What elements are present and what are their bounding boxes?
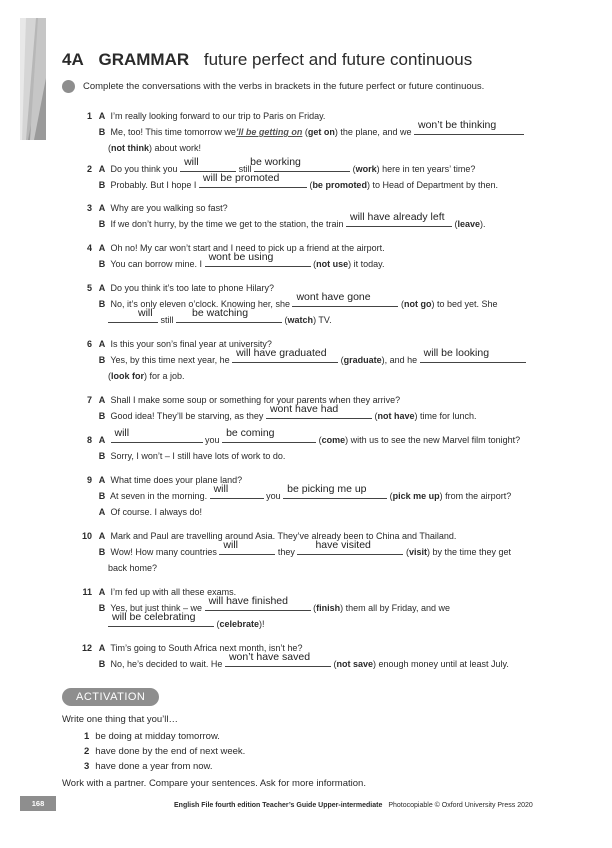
question-number: 1 <box>86 111 92 121</box>
instruction-text: Complete the conversations with the verbs in brackets in the future perfect or future continuous. <box>83 81 485 92</box>
dialogue-line <box>82 240 552 256</box>
dialogue-line <box>82 211 552 232</box>
question-5 <box>82 280 552 328</box>
instruction <box>62 80 484 93</box>
verb-prompt: finish <box>316 603 341 613</box>
dialogue-text: ( <box>309 180 313 190</box>
speaker-label: A <box>98 475 106 485</box>
answer-blank[interactable] <box>219 539 275 555</box>
dialogue-text: ) them all by Friday, and we <box>340 603 450 613</box>
dialogue-text: Shall I make some soup or something for your parents when they arrive? <box>110 395 401 405</box>
handwritten-answer: will be celebrating <box>112 611 196 623</box>
handwritten-answer: will have finished <box>208 595 288 607</box>
dialogue-text: If we don’t hurry, by the time we get to the station, the train <box>110 219 344 229</box>
dialogue-text: Mark and Paul are travelling around Asia. They’ve already been to China and Thailand. <box>110 531 457 541</box>
dialogue-text: )! <box>259 619 265 629</box>
dialogue-text: ) time for lunch. <box>414 411 477 421</box>
question-3 <box>82 200 552 232</box>
dialogue-line <box>82 403 552 424</box>
activation-outro: Work with a partner. Compare your sentences. Ask for more information. <box>62 778 366 789</box>
verb-prompt: pick me up <box>392 491 440 501</box>
dialogue-text: ( <box>313 603 317 613</box>
dialogue-text: ( <box>108 371 111 381</box>
verb-prompt: get on <box>307 127 335 137</box>
section-word: GRAMMAR <box>98 50 190 69</box>
answer-blank[interactable] <box>205 251 311 267</box>
answer-blank[interactable] <box>266 403 372 419</box>
handwritten-answer: won’t have saved <box>228 651 311 663</box>
answer-blank[interactable] <box>297 539 403 555</box>
footer-text <box>174 802 533 809</box>
question-4 <box>82 240 552 272</box>
dialogue-text: No, he’s decided to wait. He <box>110 659 223 669</box>
speaker-label: B <box>98 603 106 613</box>
answer-blank[interactable] <box>283 483 387 499</box>
question-2 <box>82 156 552 193</box>
speaker-label: A <box>98 507 106 517</box>
handwritten-answer: be watching <box>192 307 249 319</box>
dialogue-line <box>82 156 552 177</box>
speaker-label: A <box>98 339 106 349</box>
speaker-label: B <box>98 547 106 557</box>
speaker-label: B <box>98 355 106 365</box>
dialogue-text: still <box>238 164 252 174</box>
unit-code: 4A <box>62 50 84 69</box>
speaker-label: A <box>98 395 106 405</box>
dialogue-text: ) to bed yet. She <box>431 299 498 309</box>
dialogue-text: Tim’s going to South Africa next month, isn’t he? <box>110 643 303 653</box>
speaker-label: A <box>98 587 106 597</box>
dialogue-text: you <box>205 435 220 445</box>
question-number: 11 <box>82 587 92 597</box>
dialogue-text: Oh no! My car won’t start and I need to pick up a friend at the airport. <box>110 243 385 253</box>
dialogue-text: Of course. I always do! <box>110 507 203 517</box>
dialogue-text: ( <box>340 355 344 365</box>
activation-label: ACTIVATION <box>62 688 159 706</box>
dialogue-text: 1 <box>84 731 90 742</box>
dialogue-text: ) by the time they get <box>426 547 512 557</box>
example-answer: ’ll be getting on <box>235 127 303 137</box>
dialogue-text: ) for a job. <box>144 371 185 381</box>
handwritten-answer: won’t be thinking <box>417 119 497 131</box>
dialogue-text: ( <box>108 143 111 153</box>
question-8 <box>82 427 552 464</box>
verb-prompt: graduate <box>343 355 382 365</box>
question-12 <box>82 640 552 672</box>
dialogue-text: Yes, by this time next year, he <box>110 355 230 365</box>
activation-item-2 <box>84 746 245 757</box>
answer-blank[interactable] <box>199 172 307 188</box>
dialogue-text: ( <box>389 491 393 501</box>
dialogue-text: Me, too! This time tomorrow we <box>110 127 236 137</box>
verb-prompt: come <box>321 435 346 445</box>
dialogue-text: ) enough money until at least July. <box>372 659 509 669</box>
activation-item-3 <box>84 761 213 772</box>
answer-blank[interactable] <box>210 483 264 499</box>
answer-blank[interactable] <box>232 347 338 363</box>
dialogue-text: ( <box>405 547 409 557</box>
dialogue-text: Yes, but just think – we <box>110 603 203 613</box>
speaker-label: B <box>98 491 106 501</box>
question-number: 7 <box>86 395 92 405</box>
speaker-label: A <box>98 243 106 253</box>
dialogue-text: ( <box>400 299 404 309</box>
dialogue-text: Why are you walking so fast? <box>110 203 228 213</box>
dialogue-text: Do you think you <box>110 164 178 174</box>
verb-prompt: look for <box>111 371 144 381</box>
handwritten-answer: be picking me up <box>287 483 367 495</box>
dialogue-line <box>82 584 552 600</box>
speaker-label: B <box>98 299 106 309</box>
dialogue-line <box>82 368 552 384</box>
handwritten-answer: will have already left <box>350 211 445 223</box>
dialogue-line <box>82 448 552 464</box>
bullet-icon <box>62 80 75 93</box>
speaker-label: A <box>98 435 106 445</box>
speaker-label: A <box>98 531 106 541</box>
dialogue-text: ( <box>304 127 308 137</box>
answer-blank[interactable] <box>414 119 524 135</box>
speaker-label: B <box>98 127 106 137</box>
question-number: 5 <box>86 283 92 293</box>
answer-blank[interactable] <box>108 611 214 627</box>
handwritten-answer: wont have gone <box>296 291 371 303</box>
dialogue-text: ), and he <box>381 355 418 365</box>
question-number: 3 <box>86 203 92 213</box>
handwritten-answer: be working <box>250 156 301 168</box>
answer-blank[interactable] <box>108 307 158 323</box>
copyright: Photocopiable © Oxford University Press 2020 <box>388 802 533 809</box>
dialogue-text: Wow! How many countries <box>110 547 217 557</box>
verb-prompt: not think <box>111 143 149 153</box>
handwritten-answer: will <box>184 156 199 168</box>
verb-prompt: leave <box>457 219 481 229</box>
question-number: 2 <box>86 164 92 174</box>
verb-prompt: watch <box>287 315 314 325</box>
dialogue-line <box>82 172 552 193</box>
dialogue-text: ( <box>284 315 288 325</box>
dialogue-text: you <box>266 491 281 501</box>
activation-intro: Write one thing that you’ll… <box>62 714 178 725</box>
answer-blank[interactable] <box>205 595 311 611</box>
dialogue-text: ( <box>318 435 322 445</box>
speaker-label: B <box>98 219 106 229</box>
verb-prompt: work <box>355 164 377 174</box>
dialogue-line <box>82 611 552 632</box>
dialogue-line <box>82 651 552 672</box>
verb-prompt: celebrate <box>219 619 260 629</box>
answer-blank[interactable] <box>222 427 316 443</box>
dialogue-text: ( <box>313 259 317 269</box>
dialogue-text: ) here in ten years’ time? <box>376 164 476 174</box>
answer-blank[interactable] <box>420 347 526 363</box>
dialogue-text: 2 <box>84 746 90 757</box>
dialogue-text: You can borrow mine. I <box>110 259 203 269</box>
question-number: 4 <box>86 243 92 253</box>
answer-blank[interactable] <box>111 427 203 443</box>
dialogue-text: ) the plane, and we <box>334 127 412 137</box>
handwritten-answer: have visited <box>315 539 371 551</box>
question-11 <box>82 584 552 632</box>
dialogue-text: What time does your plane land? <box>110 475 243 485</box>
question-number: 12 <box>82 643 93 653</box>
dialogue-line <box>82 640 552 656</box>
dialogue-text: No, it’s only eleven o’clock. Knowing her, she <box>110 299 290 309</box>
dialogue-text: Sorry, I won’t – I still have lots of work to do. <box>110 451 286 461</box>
speaker-label: B <box>98 451 106 461</box>
verb-prompt: visit <box>408 547 427 557</box>
dialogue-line <box>82 539 552 560</box>
dialogue-line <box>82 427 552 448</box>
verb-prompt: not save <box>336 659 373 669</box>
handwritten-answer: wont be using <box>208 251 274 263</box>
dialogue-text: ) TV. <box>313 315 332 325</box>
page-number: 168 <box>20 796 56 811</box>
dialogue-text: ) about work! <box>149 143 202 153</box>
handwritten-answer: will be promoted <box>202 172 280 184</box>
speaker-label: A <box>98 643 106 653</box>
dialogue-text: still <box>160 315 174 325</box>
dialogue-line <box>82 483 552 504</box>
dialogue-line <box>82 140 552 156</box>
dialogue-text: they <box>277 547 295 557</box>
dialogue-text: I’m fed up with all these exams. <box>110 587 237 597</box>
handwritten-answer: will be looking <box>423 347 490 359</box>
dialogue-text: ). <box>480 219 486 229</box>
book-title: English File fourth edition Teacher’s Guide Upper-intermediate <box>174 802 383 809</box>
dialogue-line <box>82 200 552 216</box>
question-6 <box>82 336 552 384</box>
header-banner-graphic <box>20 18 46 140</box>
handwritten-answer: be coming <box>226 427 275 439</box>
speaker-label: A <box>98 111 106 121</box>
verb-prompt: not have <box>377 411 415 421</box>
speaker-label: B <box>98 259 106 269</box>
dialogue-text: ) with us to see the new Marvel film tonight? <box>345 435 521 445</box>
dialogue-text: ) it today. <box>348 259 385 269</box>
dialogue-text: At seven in the morning. <box>110 491 208 501</box>
dialogue-text: ( <box>333 659 337 669</box>
dialogue-line <box>82 347 552 368</box>
dialogue-text: ( <box>216 619 220 629</box>
dialogue-text: ) to Head of Department by then. <box>366 180 499 190</box>
dialogue-text: 3 <box>84 761 90 772</box>
dialogue-line <box>82 307 552 328</box>
dialogue-text: Do you think it’s too late to phone Hilary? <box>110 283 274 293</box>
dialogue-line <box>82 119 552 140</box>
question-10 <box>82 528 552 576</box>
handwritten-answer: will <box>223 539 238 551</box>
question-number: 8 <box>86 435 92 445</box>
handwritten-answer: will have graduated <box>236 347 327 359</box>
question-9 <box>82 472 552 520</box>
question-7 <box>82 392 552 424</box>
dialogue-text: I’m really looking forward to our trip to Paris on Friday. <box>110 111 326 121</box>
handwritten-answer: will <box>138 307 153 319</box>
answer-blank[interactable] <box>292 291 398 307</box>
speaker-label: A <box>98 203 106 213</box>
verb-prompt: not use <box>316 259 349 269</box>
dialogue-text: have done by the end of next week. <box>95 746 246 757</box>
answer-blank[interactable] <box>176 307 282 323</box>
dialogue-text: be doing at midday tomorrow. <box>95 731 220 742</box>
handwritten-answer: will <box>213 483 229 495</box>
verb-prompt: not go <box>403 299 432 309</box>
dialogue-text: ( <box>352 164 356 174</box>
dialogue-line <box>82 560 552 576</box>
dialogue-text: Probably. But I hope I <box>110 180 197 190</box>
speaker-label: A <box>98 164 106 174</box>
dialogue-text: ( <box>454 219 458 229</box>
dialogue-text: back home? <box>108 563 158 573</box>
speaker-label: B <box>98 659 106 669</box>
handwritten-answer: will <box>114 427 130 439</box>
dialogue-text: Good idea! They’ll be starving, as they <box>110 411 264 421</box>
answer-blank[interactable] <box>225 651 331 667</box>
speaker-label: B <box>98 411 106 421</box>
dialogue-text: have done a year from now. <box>95 761 213 772</box>
dialogue-line <box>82 251 552 272</box>
question-number: 9 <box>86 475 92 485</box>
handwritten-answer: wont have had <box>269 403 339 415</box>
page-title <box>62 50 472 70</box>
activation-item-1 <box>84 731 220 742</box>
section-subtitle: future perfect and future continuous <box>203 50 473 69</box>
answer-blank[interactable] <box>346 211 452 227</box>
dialogue-text: Is this your son’s final year at university? <box>110 339 272 349</box>
speaker-label: B <box>98 180 106 190</box>
question-number: 10 <box>82 531 93 541</box>
dialogue-text: ) from the airport? <box>439 491 512 501</box>
verb-prompt: be promoted <box>312 180 367 190</box>
dialogue-line <box>82 504 552 520</box>
speaker-label: A <box>98 283 106 293</box>
question-1 <box>82 108 552 156</box>
question-number: 6 <box>86 339 92 349</box>
dialogue-text: ( <box>374 411 378 421</box>
